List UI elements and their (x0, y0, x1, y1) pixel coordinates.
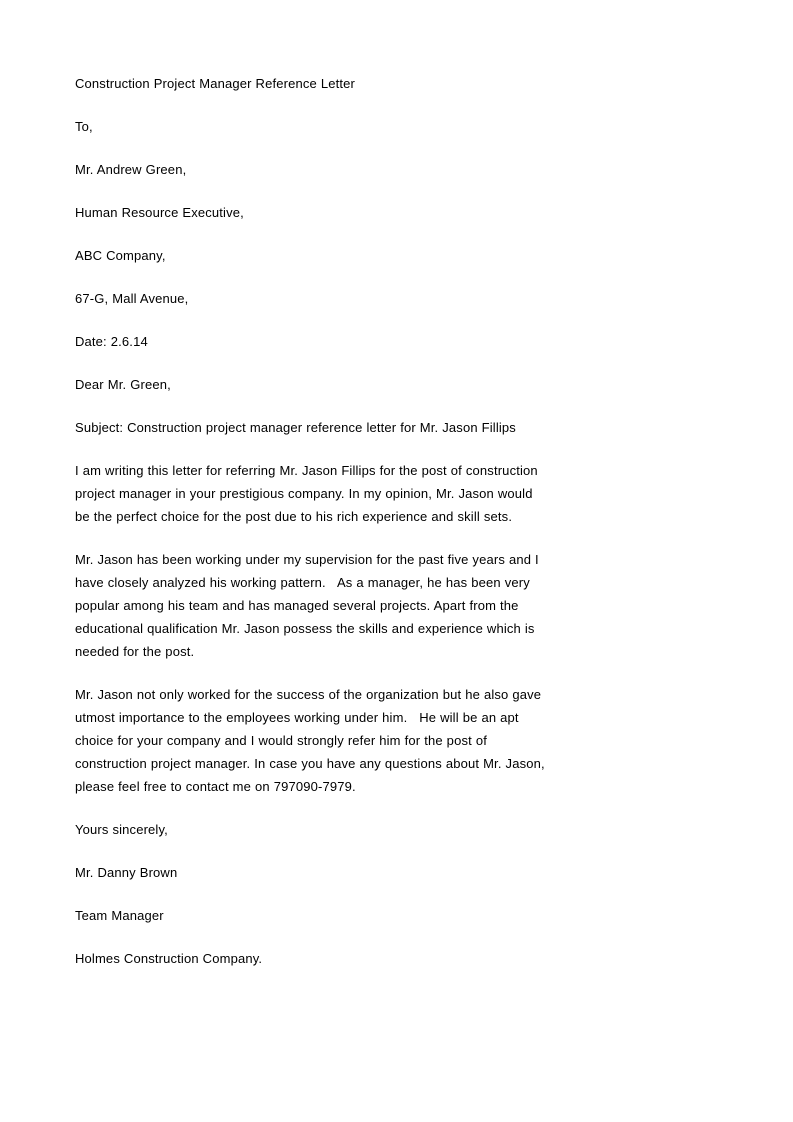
subject-line: Subject: Construction project manager reference letter for Mr. Jason Fillips (75, 420, 516, 435)
sender-company: Holmes Construction Company. (75, 951, 263, 966)
body-paragraph-2: Mr. Jason has been working under my supervision for the past five years and I have closely analyzed his working pattern. As a manager, he has been very popular among his team and has managed several projects. Apart from the educational qualification Mr. Jason possess the skills and experience which is needed for the post. (75, 552, 543, 659)
body-paragraph-1: I am writing this letter for referring Mr. Jason Fillips for the post of construction project manager in your prestigious company. In my opinion, Mr. Jason would be the perfect choice for the post due to his rich experience and skill sets. (75, 463, 542, 524)
recipient-to-label: To, (75, 119, 93, 134)
closing-valediction: Yours sincerely, (75, 822, 168, 837)
recipient-company: ABC Company, (75, 248, 166, 263)
recipient-name: Mr. Andrew Green, (75, 162, 187, 177)
letter-heading: Construction Project Manager Reference Letter (75, 76, 355, 91)
date-line: Date: 2.6.14 (75, 334, 148, 349)
sender-title: Team Manager (75, 908, 164, 923)
body-paragraph-3: Mr. Jason not only worked for the success of the organization but he also gave utmost importance to the employees working under him. He will be an apt choice for your company and I would strongly refer him for the post of construction project manager. In case you have any questions about Mr. Jason, please feel free to contact me on 797090-7979. (75, 687, 549, 794)
salutation: Dear Mr. Green, (75, 377, 171, 392)
recipient-address: 67-G, Mall Avenue, (75, 291, 189, 306)
letter-body (75, 72, 547, 970)
recipient-designation: Human Resource Executive, (75, 205, 244, 220)
sender-name: Mr. Danny Brown (75, 865, 178, 880)
